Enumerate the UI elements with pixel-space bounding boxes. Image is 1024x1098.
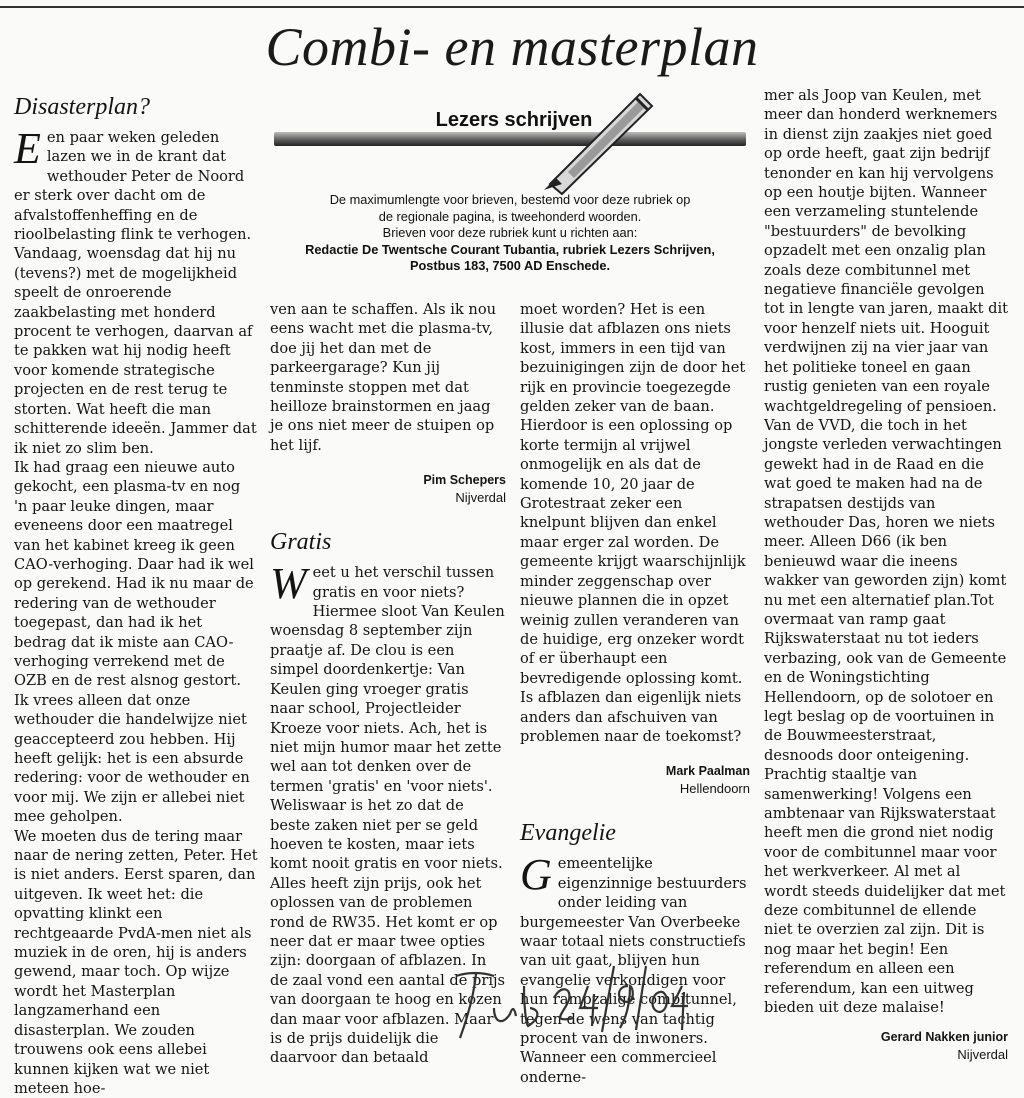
letter-2-title: Gratis [270, 529, 332, 556]
letter-3-signature: Gerard Nakken junior [880, 1029, 1008, 1044]
column-4 [764, 86, 1008, 1064]
rubric-address-2: Postbus 183, 7500 AD Enschede. [409, 258, 611, 273]
letter-3-title: Evangelie [520, 820, 616, 847]
letter-1-paragraph-1 [14, 124, 258, 458]
rubric-line-2: de regionale pagina, is tweehonderd woorden. [378, 208, 642, 224]
handwritten-date-note [438, 946, 688, 1046]
top-rule [0, 6, 1024, 8]
letter-2-place: Hellendoorn [679, 781, 750, 797]
page-headline: Combi- en masterplan [265, 17, 759, 77]
rubric-line-3: Brieven voor deze rubriek kunt u richten aan: [382, 225, 638, 240]
rubric-label: Lezers schrijven [435, 109, 593, 131]
letter-1-paragraph-2: Ik had graag een nieuwe auto gekocht, een plasma-tv en nog 'n paar leuke dingen, maar eveneens door een maatregel van het kabinet kreeg ik geen CAO-verhoging. Daar had ik wel op gerekend. Had ik nu maar de redering van de wethouder toegepast, dan had ik het bedrag dat ik miste aan CAO-verhoging verrekend met de OZB en de rest alsnog gestort. Ik vrees alleen dat onze wethouder die handelwijze niet geaccepteerd zou hebben. Hij heeft gelijk: het is een absurde redering: voor de wethouder en voor mij. We zijn er allebei niet mee geholpen. [14, 458, 254, 826]
letter-1-dropcap: E [14, 124, 41, 173]
letter-1-title: Disasterplan? [14, 94, 151, 120]
letter-3-paragraph-2: mer als Joop van Keulen, met meer dan honderd werknemers in dienst zijn zaakjes niet goed op orde heeft, gaat zijn bedrijf tenonder en kan hij vervolgens op een houtje bijten. Wanneer een verzameling stuntelende "bestuurders" de bevolking opzadelt met een onzalig plan zoals deze combitunnel met negatieve financiële gevolgen tot in lengte van jaren, maakt dit voor henzelf niets uit. Hooguit verdwijnen zij na vier jaar van het politieke toneel en gaan rustig genieten van een royale wachtgeldregeling of pensioen. Van de VVD, die toch in het jongste verleden verwachtingen gewekt had in de Raad en die wat goed te maken had na de strapatsen destijds van wethouder Das, horen we niets meer. Alleen D66 (ik ben benieuwd waar die ineens wakker van geworden zijn) komt nu met een alternatief plan.Tot overmaat van ramp gaat Rijkswaterstaat nu tot ieders verbazing, ook van de Gemeente en de Woningstichting Hellendoorn, op de solotoer en legt beslag op de voortuinen in de Bouwmeesterstraat, desnoods door onteigening. Prachtig staaltje van samenwerking! Volgens een ambtenaar van Rijkswaterstaat heeft men die grond niet nodig voor de combitunnel maar voor het werkverkeer. Al met al wordt steeds duidelijker dat met deze combitunnel de ellende niet te overzien zal zijn. Dit is nog maar het begin! Een referendum en alleen een referendum, kan een uitweg bieden uit deze malaise! [764, 87, 1009, 1017]
letter-1-text-1: en paar weken geleden lazen we in de krant dat wethouder Peter de Noord er sterk over dacht om de afvalstoffenheffing en de rioolbelasting flink te verhogen. Vandaag, woensdag dat hij nu (tevens?) met de mogelijkheid speelt de onroerende zaakbelasting met honderd procent te verhogen, daarvan af te pakken wat hij nodig heeft voor komende strategische projecten en de rest terug te storten. Wat heeft die man schitterende ideeën. Jammer dat ik niet zo slim ben. [14, 129, 257, 457]
rubric-address-1: Redactie De Twentsche Courant Tubantia, rubriek Lezers Schrijven, [305, 241, 715, 257]
letter-2-signature: Mark Paalman [665, 764, 750, 779]
letter-2-dropcap: W [270, 559, 307, 609]
rubric-line-1: De maximumlengte voor brieven, bestemd voor deze rubriek op [329, 192, 691, 207]
fountain-pen-icon [540, 86, 660, 196]
rubric-bar [274, 132, 746, 146]
letter-3-place: Nijverdal [957, 1046, 1008, 1062]
letter-1-paragraph-3: We moeten dus de tering maar naar de nering zetten, Peter. Het is niet anders. Eerst sparen, dan uitgeven. Ik weet het: die opvatting klinkt een rechtgeaarde PvdA-men niet als muziek in de oren, hij is anders gewend, maar toch. Op wijze wordt het Masterplan langzamerhand een disasterplan. We zouden trouwens ook eens allebei kunnen kijken wat we niet meteen hoe- [14, 827, 258, 1097]
letter-2-paragraph-2: moet worden? Het is een illusie dat afblazen ons niets kost, immers in een tijd van bezuinigingen zijn de door het rijk en provincie toegezegde gelden zeker van de baan. Hierdoor is een oplossing op korte termijn al vrijwel onmogelijk en als dat de komende 10, 20 jaar de Grotestraat zeker een knelpunt blijven dan enkel maar erger zal worden. De gemeente krijgt waarschijnlijk minder zeggenschap over nieuwe plannen die in opzet weinig zullen veranderen van de huidige, erg onzeker wordt of er überhaupt een bevredigende oplossing komt. Is afblazen dan eigenlijk niets anders dan afschuiven van problemen naar de toekomst? [520, 301, 746, 745]
letter-1-place: Nijverdal [455, 490, 506, 506]
column-1 [14, 92, 258, 1098]
letter-3-text-1: emeentelijke eigenzinnige bestuurders onder leiding van burgemeester Van Overbeeke waar totaal niets constructiefs van uit gaat, blijven hun evangelie verkondigen voor hun rampzalige combitunnel, tegen de wens van tachtig procent van de inwoners. Wanneer een commercieel onderne- [520, 855, 747, 1086]
letter-3-dropcap: G [520, 850, 552, 900]
rubric-instructions [268, 192, 752, 275]
letter-2-text-1: eet u het verschil tussen gratis en voor niets? Hiermee sloot Van Keulen woensdag 8 september zijn praatje af. De clou is een simpel doordenkertje: Van Keulen ging vroeger gratis naar school, Projectleider Kroeze voor niets. Ach, het is niet mijn humor maar het zette wel aan tot denken over de termen 'gratis' en 'voor niets'. Weliswaar is het zo dat de beste zaken niet per se geld hoeven te kosten, maar iets komt nooit gratis en voor niets. Alles heeft zijn prijs, ook het oplossen van de problemen rond de RW35. Het komt er op neer dat er maar twee opties zijn: doorgaan of afblazen. In de zaal vond een aantal de prijs van doorgaan te hoog en kozen dan maar voor afblazen. Maar is de prijs duidelijk die daarvoor dan betaald [270, 564, 506, 1067]
letter-1-paragraph-4: ven aan te schaffen. Als ik nou eens wacht met die plasma-tv, doe jij het dan met de parkeergarage? Kun jij tenminste stoppen met dat heilloze brainstormen en jaag je ons niet meer de stuipen op het lijf. [270, 301, 497, 454]
letter-1-signature: Pim Schepers [423, 473, 506, 488]
rubric-box [268, 86, 752, 276]
